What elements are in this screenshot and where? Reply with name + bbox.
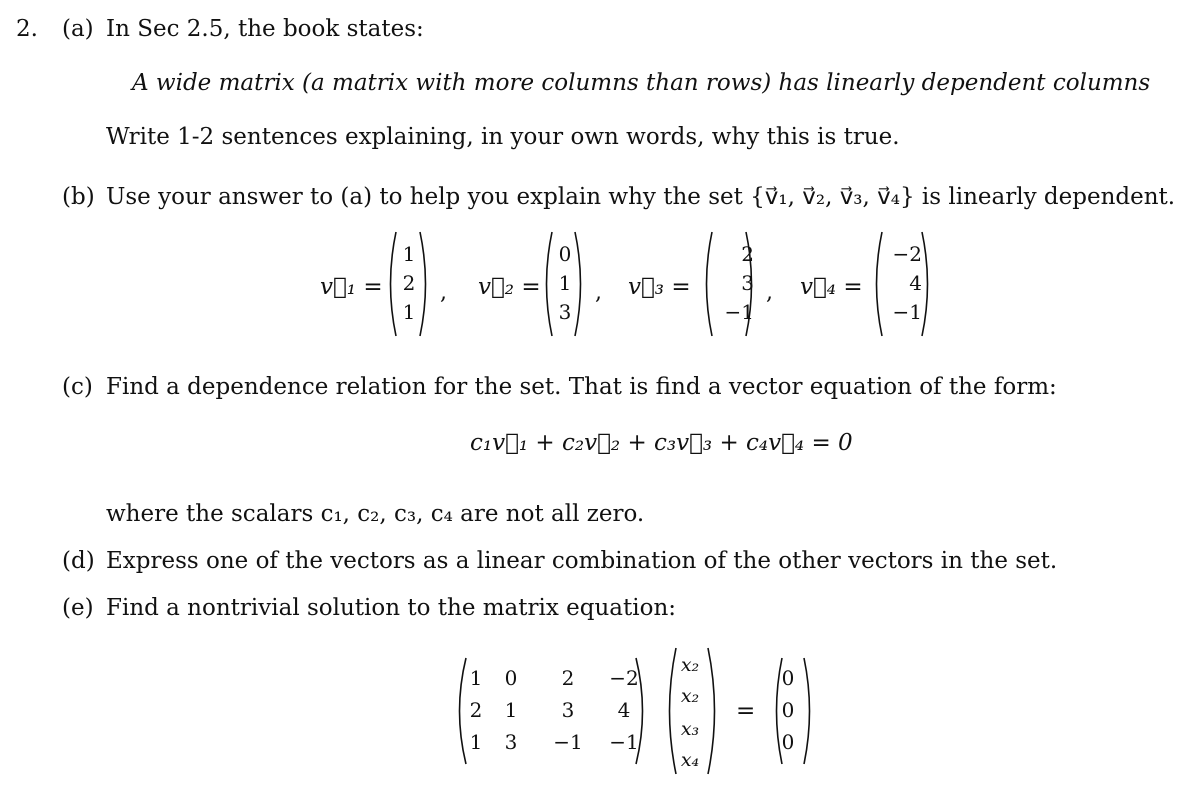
entry: −1 <box>724 300 754 324</box>
entry: −1 <box>892 300 922 324</box>
matrix-entry: 2 <box>469 698 483 722</box>
part-e-text: Find a nontrivial solution to the matrix equation: <box>106 595 677 621</box>
matrix-entry: 4 <box>617 698 631 722</box>
part-a-intro: In Sec 2.5, the book states: <box>106 16 424 42</box>
entry: 1 <box>558 271 572 295</box>
dependence-equation: c₁v⃗₁ + c₂v⃗₂ + c₃v⃗₃ + c₄v⃗₄ = 0 <box>470 430 853 456</box>
part-d-label: (d) <box>62 548 95 574</box>
right-paren <box>802 656 816 766</box>
problem-number: 2. <box>16 16 38 42</box>
entry: −2 <box>892 242 922 266</box>
zero-entry: 0 <box>781 666 795 690</box>
right-paren <box>920 230 934 338</box>
unknown-entry: x₃ <box>680 718 700 740</box>
entry: 3 <box>741 271 754 295</box>
right-paren <box>573 230 587 338</box>
part-c-label: (c) <box>62 374 93 400</box>
part-b-label: (b) <box>62 184 95 210</box>
matrix-entry: 0 <box>504 666 518 690</box>
vector-3-name: v⃗₃ = <box>628 274 691 300</box>
equals-sign: = <box>736 698 756 724</box>
entry: 1 <box>402 242 416 266</box>
part-b-text: Use your answer to (a) to help you explain why the set {v⃗₁, v⃗₂, v⃗₃, v⃗₄} is linearly dependent. <box>106 184 1176 210</box>
vector-4-entries <box>882 240 922 327</box>
zero-entry: 0 <box>781 698 795 722</box>
left-paren <box>700 230 714 338</box>
entry: 4 <box>909 271 922 295</box>
vector-4-name: v⃗₄ = <box>800 274 863 300</box>
unknown-entry: x₂ <box>680 685 700 707</box>
comma: , <box>440 280 447 305</box>
vector-2-name: v⃗₂ = <box>478 274 541 300</box>
part-a-label: (a) <box>62 16 94 42</box>
matrix-entry: −1 <box>553 730 583 754</box>
vector-1-name: v⃗₁ = <box>320 274 383 300</box>
matrix-entry: 1 <box>469 666 483 690</box>
matrix-entry: 1 <box>504 698 518 722</box>
comma: , <box>595 280 602 305</box>
matrix-entry: −2 <box>609 666 639 690</box>
right-paren <box>634 656 650 766</box>
matrix-entry: 2 <box>561 666 575 690</box>
entry: 2 <box>402 271 416 295</box>
matrix-entry: −1 <box>609 730 639 754</box>
part-c-text: Find a dependence relation for the set. That is find a vector equation of the form: <box>106 374 1057 400</box>
right-paren <box>744 230 758 338</box>
zero-entry: 0 <box>781 730 795 754</box>
entry: 3 <box>558 300 572 324</box>
part-a-instruction: Write 1-2 sentences explaining, in your own words, why this is true. <box>106 124 900 150</box>
part-d-text: Express one of the vectors as a linear combination of the other vectors in the set. <box>106 548 1058 574</box>
matrix-entry: 3 <box>561 698 575 722</box>
right-paren <box>418 230 432 338</box>
matrix-entry: 3 <box>504 730 518 754</box>
entry: 2 <box>741 242 754 266</box>
entry: 1 <box>402 300 416 324</box>
part-e-label: (e) <box>62 595 94 621</box>
unknown-entry: x₄ <box>680 749 700 771</box>
book-quote: A wide matrix (a matrix with more columns than rows) has linearly dependent columns <box>132 70 1151 96</box>
matrix-entry: 1 <box>469 730 483 754</box>
unknown-entry: x₂ <box>680 654 700 676</box>
right-paren <box>706 646 722 776</box>
comma: , <box>766 280 773 305</box>
part-c-where: where the scalars c₁, c₂, c₃, c₄ are not all zero. <box>106 501 645 527</box>
entry: 0 <box>558 242 572 266</box>
